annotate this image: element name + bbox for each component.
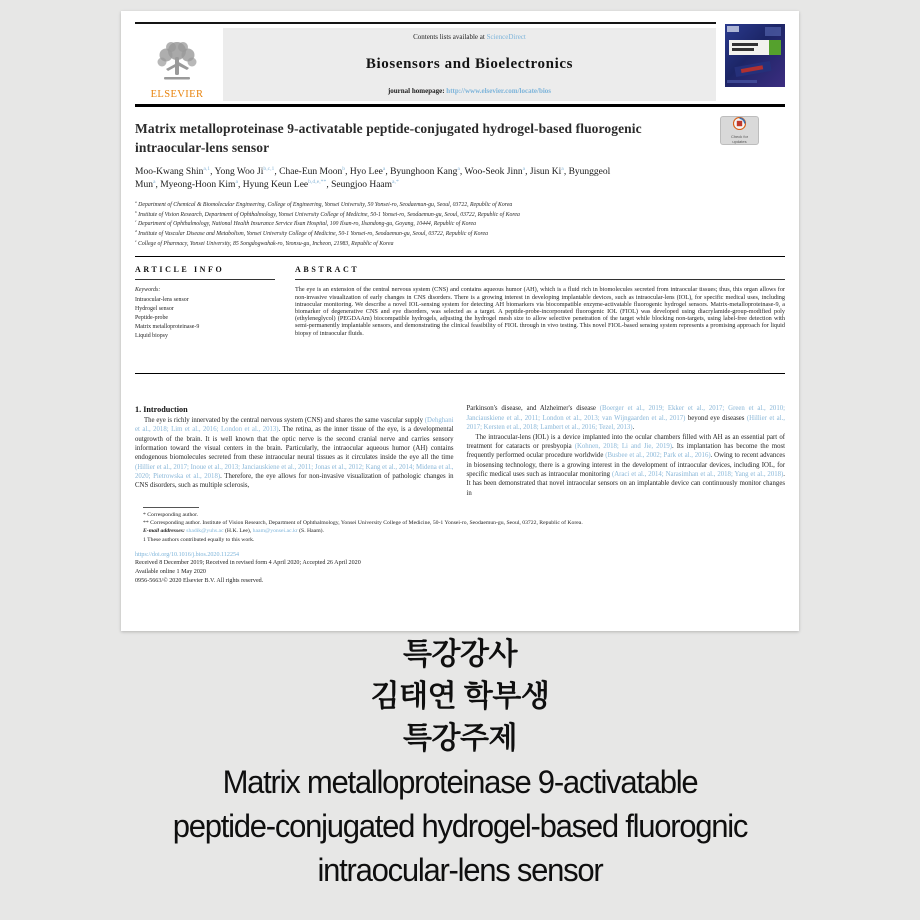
citation-link[interactable]: (Hillier et al., 2017; Kersten et al., 2018; Lambert et al., 2016; Tezel, 2013) [466, 414, 785, 432]
citation-link[interactable]: (Busbee et al., 2002; Park et al., 2016) [605, 452, 711, 460]
author-name: Byunghoon Kang [390, 167, 458, 178]
author-affiliation-marker: b,c,1 [263, 166, 275, 173]
author-affiliation-marker: a [561, 166, 564, 173]
author-affiliation-marker: a [152, 178, 156, 185]
footnote-corresponding-2: ** Corresponding author. Institute of Vision Research, Department of Ophthalmology, Yonsei University College of Medicine, 50-1 Yonsei-ro, Seodaemun-gu, Seoul, 03722, Republic of Korea. [143, 520, 583, 527]
citation-link[interactable]: (Hillier et al., 2017; Inoue et al., 2013; Janciauskiene et al., 2011; Jonas et al., 2012; Kang et al., 2014; Midena et al., 2020; Pietrowska et al., 2018) [135, 463, 454, 481]
abstract-header: ABSTRACT [295, 265, 360, 275]
email-label: E-mail addresses: [143, 528, 185, 535]
keyword: Peptide-probe [135, 314, 169, 321]
affiliation-line: $^b$ Institute of Vision Research, Department of Ophthalmology, Yonsei University College of Medicine, 50-1 Yonsei-ro, Seodaemun-gu, Seoul, 03722, Republic of Korea [135, 209, 520, 218]
keywords-label: Keywords: [135, 287, 161, 294]
author-name: Hyung Keun Lee [242, 179, 309, 190]
affiliation-list [135, 200, 785, 249]
keyword: Matrix metalloproteinase-9 [135, 324, 200, 331]
email-link-1[interactable]: shadik@yuhs.ac [186, 528, 224, 535]
article-info-rule [135, 279, 275, 280]
announcement-title-line: intraocular-lens sensor [317, 852, 603, 888]
author-name: Jisun Ki [529, 167, 562, 178]
author-affiliation-marker: a [382, 166, 386, 173]
journal-banner [223, 28, 716, 101]
issn-copyright: 0956-5663/© 2020 Elsevier B.V. All rights reserved. [135, 578, 264, 585]
author-name: Byunggeol Mun [135, 167, 611, 190]
footnote-corresponding: * Corresponding author. [143, 512, 199, 519]
elsevier-tree-icon [152, 39, 202, 88]
author-affiliation-marker: a,* [392, 178, 399, 185]
intro-left-paragraph [135, 416, 454, 491]
keywords-list [135, 296, 285, 342]
masthead-left [135, 22, 716, 101]
announcement-title-line: Matrix metalloproteinase 9-activatable [222, 764, 698, 800]
affiliation-line: $^e$ College of Pharmacy, Yonsei University, 85 Songdogwahak-ro, Yeonsu-gu, Incheon, 21983, Republic of Korea [135, 238, 394, 247]
text-segment: . It has been demonstrated that novel intraocular sensors on an implantable device can continuously monitor changes in [466, 471, 785, 497]
text-segment: . [632, 424, 635, 432]
citation-link[interactable]: (Araci et al., 2014; Narasimhan et al., 2018; Yang et al., 2018) [611, 471, 784, 479]
author-affiliation-marker: a [522, 166, 526, 173]
publication-info [135, 551, 785, 586]
author-name: Chae-Eun Moon [279, 167, 343, 178]
affiliation-line: $^a$ Department of Chemical & Biomolecular Engineering, College of Engineering, Yonsei University, 50 Yonsei-ro, Seodaemun-gu, Seoul, 03722, Republic of Korea [135, 199, 513, 208]
doi-link[interactable]: https://doi.org/10.1016/j.bios.2020.112254 [135, 551, 240, 558]
paper-title: Matrix metalloproteinase 9-activatable peptide-conjugated hydrogel-based fluorogenic intraocular-lens sensor [135, 121, 642, 155]
announcement-korean-line: 특강강사 [403, 638, 517, 671]
text-segment: . Owing to recent advances in biosensing technology, there is a growing interest in the development of intraocular devices, including IOL, for specific medical uses such as intraocular monitoring [466, 452, 786, 479]
author-name: Moo-Kwang Shin [135, 167, 204, 178]
intro-heading: 1. Introduction [135, 405, 188, 415]
check-for-updates-icon [733, 117, 746, 135]
citation-link[interactable]: (Dehghani et al., 2018; Lim et al., 2016; London et al., 2013) [135, 416, 454, 434]
available-online: Available online 1 May 2020 [135, 569, 206, 576]
check-badge-label: Check for updates [730, 134, 749, 144]
announcement-korean-line: 특강주제 [403, 722, 517, 755]
author-affiliation-marker: a,1 [203, 166, 211, 173]
paper-first-page [121, 11, 799, 631]
announcement-korean-line: 김태연 학부생 [370, 680, 550, 713]
announcement-title-lines [0, 760, 920, 892]
announcement-title-line: peptide-conjugated hydrogel-based fluorognic [172, 808, 748, 844]
author-name: Hyo Lee [349, 167, 383, 178]
homepage-line: journal homepage: http://www.elsevier.com/locate/bios [387, 87, 552, 95]
text-segment: The intraocular-lens (IOL) is a device implanted into the ocular chambers filled with AH as an essential part of treatment for cataracts or presbyopia [466, 433, 785, 450]
author-name: Myeong-Hoon Kim [160, 179, 236, 190]
author-name: Woo-Seok Jinn [464, 167, 523, 178]
citation-link[interactable]: (Kohnen, 2018; Li and Jie, 2019) [574, 442, 673, 450]
journal-title: Biosensors and Bioelectronics [365, 55, 574, 72]
email-link-2[interactable]: haam@yonsei.ac.kr [252, 528, 298, 535]
footnote-equal-contribution: 1 These authors contributed equally to this work. [143, 536, 255, 543]
journal-cover-thumbnail [725, 24, 785, 101]
keyword: Liquid biopsy [135, 333, 168, 340]
contents-line: Contents lists available at ScienceDirect [413, 33, 526, 41]
text-segment: The eye is richly innervated by the central nervous system (CNS) and shares the same vascular supply [144, 416, 425, 424]
author-name: Yong Woo Ji [214, 167, 264, 178]
footnote-rule [143, 507, 199, 508]
article-info-column [135, 265, 285, 363]
keyword: Hydrogel sensor [135, 305, 174, 312]
received-dates: Received 8 December 2019; Received in revised form 4 April 2020; Accepted 26 April 2020 [135, 560, 361, 567]
abstract-rule [295, 279, 785, 280]
text-segment: . Its implantation has become the most frequently performed ocular procedure worldwide [466, 442, 786, 460]
author-list: Moo-Kwang Shin$^{a,1}$, Yong Woo Ji$^{b,c,1}$, Chae-Eun Moon$^b$, Hyo Lee$^a$, Byunghoon Kang$^a$, Woo-Seok Jinn$^a$, Jisun Ki$^a$, Byunggeol Mun$^a$, Myeong-Hoon Kim$^a$, Hyung Keun Lee$^{b,d,e,**}$, Seungjoo Haam$^{a,*}$ [135, 166, 611, 190]
elsevier-logo [135, 27, 223, 101]
citation-link[interactable]: (Boerger et al., 2019; Ekker et al., 2017; Green et al., 2010; Janciauskiene et al., 2011; London et al., 2013; van Wijngaarden et al., 2017) [466, 405, 786, 422]
elsevier-wordmark: ELSEVIER [150, 89, 204, 100]
text-segment: . Therefore, the eye allows for non-invasive visualization of pathologic changes in CNS disorders, such as multiple sclerosis, [135, 473, 454, 490]
text-segment: beyond eye diseases [685, 414, 747, 422]
abstract-column [285, 265, 785, 363]
introduction-section [135, 404, 785, 498]
affiliation-line: $^c$ Department of Ophthalmology, National Health Insurance Service Ilsan Hospital, 100 Ilsan-ro, Ilsandong-gu, Goyang, 10444, Republic of Korea [135, 219, 477, 228]
author-affiliation-marker: b,d,e,** [308, 178, 327, 185]
text-segment: Parkinson's disease, and Alzheimer's disease [466, 405, 600, 413]
keyword: Intraocular-lens sensor [135, 296, 189, 303]
author-name: Seungjoo Haam [331, 179, 393, 190]
seminar-announcement [0, 634, 920, 892]
sciencedirect-link[interactable]: ScienceDirect [486, 33, 526, 41]
homepage-link[interactable]: http://www.elsevier.com/locate/bios [446, 87, 552, 95]
footnote-emails: E-mail addresses: shadik@yuhs.ac (H.K. Lee), haam@yonsei.ac.kr (S. Haam). [143, 528, 324, 535]
masthead-divider [135, 104, 785, 107]
author-affiliation-marker: b [342, 166, 346, 173]
intro-left-column [135, 404, 454, 498]
check-for-updates-badge[interactable] [720, 116, 759, 145]
intro-right-paragraph-2 [467, 433, 786, 499]
author-affiliation-marker: a [235, 178, 238, 185]
journal-masthead [135, 22, 785, 101]
author-affiliation-marker: a [457, 166, 460, 173]
intro-right-paragraph-1 [467, 404, 786, 432]
affiliation-line: $^d$ Institute of Vascular Disease and Metabolism, Yonsei University College of Medicine, 50-1 Yonsei-ro, Seodaemun-gu, Seoul, 03722, Republic of Korea [135, 229, 488, 237]
abstract-text: The eye is an extension of the central nervous system (CNS) and contains aqueous humor (AH), which is a fluid rich in biomolecules secreted from intraocular tissues; thus, this organ allows for non-invasive visualization of early changes in CNS disorders. There is a growing interest in developing implantable devices, such as intraocular-lens (IOL), for specific medical uses, including intraocular monitoring. We describe a novel IOL-sensing system for detecting AH biomarkers via biocompatible enzyme-activatable fluorogenic hydrogel sensors. Matrix-metalloproteinase-9, a biomarker of degenerative CNS and eye disorders, was selected as a target. A peptide-probe-incorporated fluorogenic IOL (FIOL) was developed using diacrylamide-group-modified poly (ethyleneglycol) (PEGDAAm) biocompatible hydrogels, adjusting the hydrogel mesh size to allow selective penetration of the target while blocking non-targets, using label-free detection with semi-permanently implantable sensors, and demonstrating the clinical feasibility of FIOL through in vivo testing. This novel FIOL-based sensing system represents a promising approach for liquid biopsy of intraocular fluids. [295, 286, 785, 337]
intro-right-column [467, 404, 786, 498]
korean-lines [0, 634, 920, 760]
info-abstract-section [135, 256, 785, 374]
footnotes [135, 511, 785, 543]
article-info-header: ARTICLE INFO [135, 265, 225, 275]
text-segment: . The retina, as the inner tissue of the eye, is a developmental outgrowth of the brain. It is well known that the optic nerve is the second cranial nerve and carries sensory information toward the visual centers in the brain. Particularly, the intraocular aqueous humor (AH) contains endogenous biomolecules secreted from these intraocular neural tissues as it circulates inside the eye all the time [135, 426, 454, 462]
